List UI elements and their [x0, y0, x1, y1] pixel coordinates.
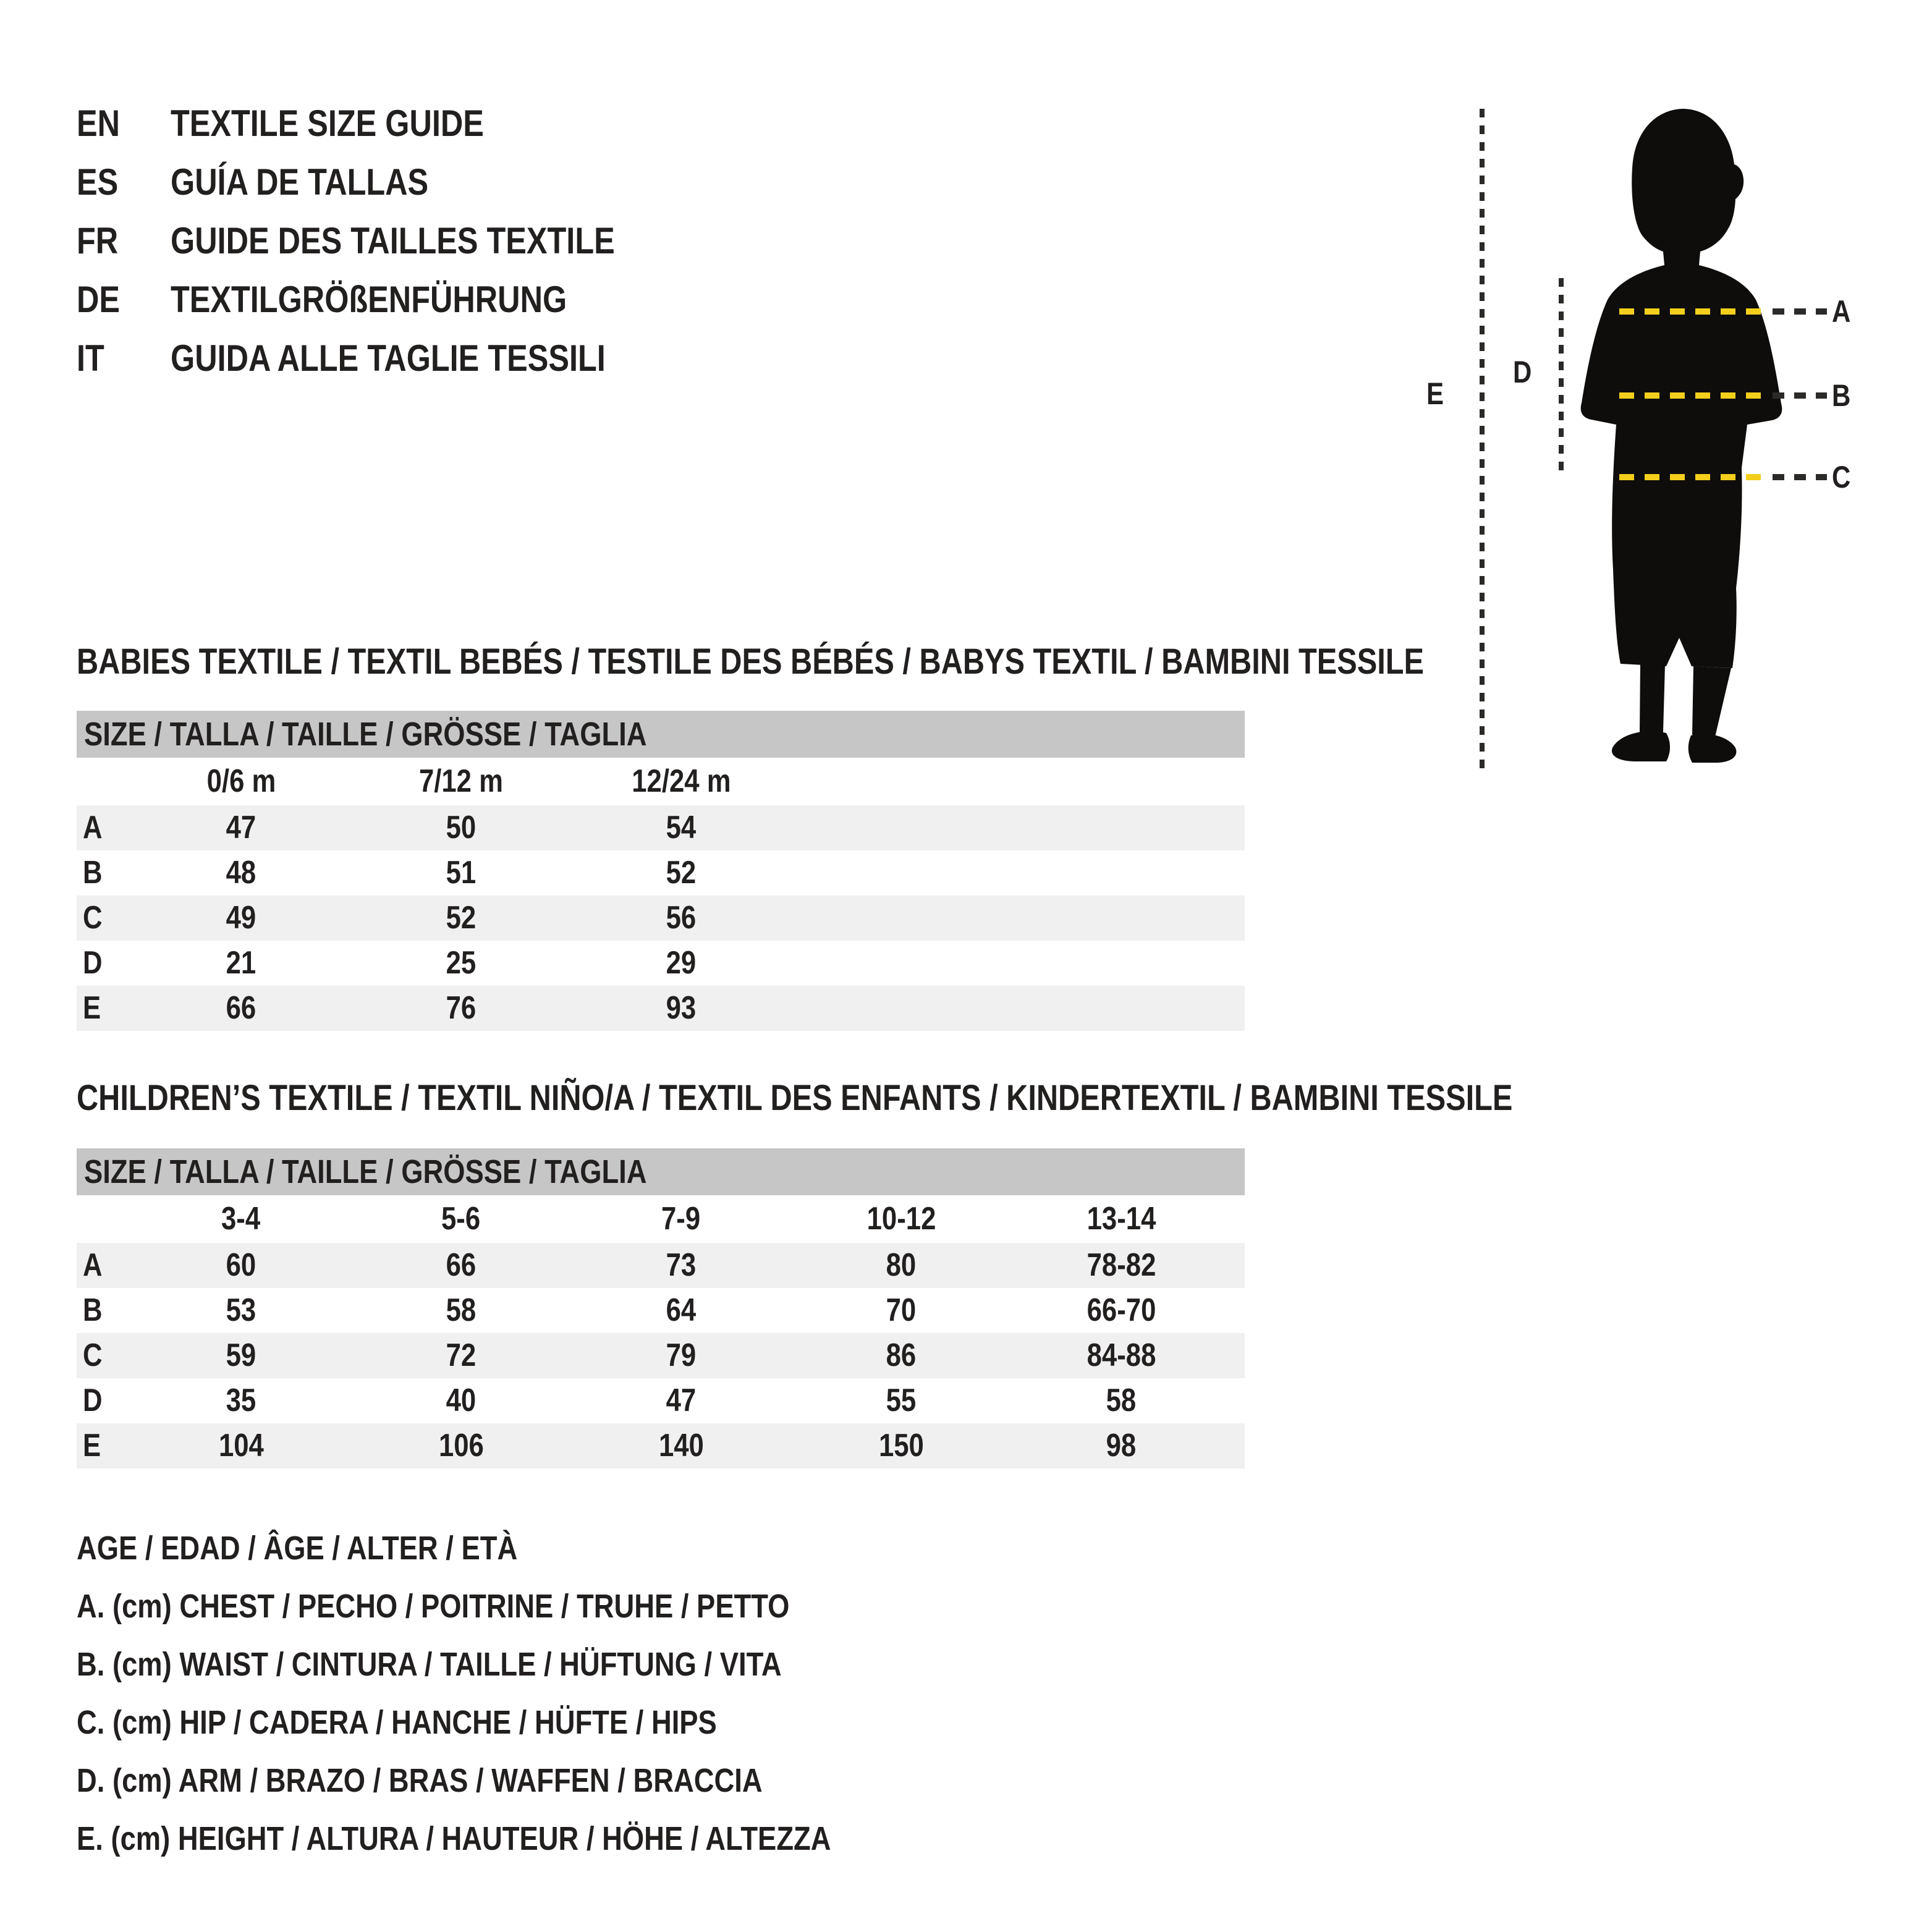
babies-column-header-row	[77, 758, 1245, 805]
table-cell	[131, 1288, 351, 1333]
babies-column-header	[351, 758, 571, 805]
row-label-text: B	[83, 855, 103, 891]
table-row-waist	[77, 1288, 1245, 1333]
row-label	[77, 850, 131, 896]
babies-size-header-bar	[77, 711, 1245, 758]
legend-height-text: E. (cm) HEIGHT / ALTURA / HAUTEUR / HÖHE / ALTEZZA	[77, 1820, 831, 1857]
language-code-text: EN	[77, 103, 121, 144]
figure-label-arm	[1513, 349, 1535, 395]
filler-cell	[791, 986, 1245, 1031]
language-row-de	[77, 270, 700, 329]
cell-text: 51	[446, 855, 477, 891]
language-code-text: IT	[77, 337, 104, 379]
children-section-title	[77, 1077, 1786, 1120]
legend-hip-text: C. (cm) HIP / CADERA / HANCHE / HÜFTE / HIPS	[77, 1704, 717, 1741]
cell-text: 78-82	[1087, 1247, 1156, 1283]
language-row-fr	[77, 211, 700, 270]
legend-age-text: AGE / EDAD / ÂGE / ALTER / ETÀ	[77, 1530, 518, 1567]
figure-label-arm-text: D	[1513, 355, 1532, 389]
cell-text: 66	[446, 1247, 477, 1283]
cell-text: 58	[1106, 1383, 1137, 1418]
legend-waist-text: B. (cm) WAIST / CINTURA / TAILLE / HÜFTUNG / VITA	[77, 1646, 782, 1683]
table-cell	[351, 896, 571, 941]
row-label	[77, 1333, 131, 1378]
table-cell	[1011, 1243, 1231, 1288]
legend-chest-text: A. (cm) CHEST / PECHO / POITRINE / TRUHE / PETTO	[77, 1588, 790, 1625]
children-column-header	[351, 1195, 571, 1243]
language-row-it	[77, 329, 700, 388]
filler-cell	[1231, 1288, 1245, 1333]
table-cell	[791, 1243, 1011, 1288]
filler-cell	[1231, 1195, 1245, 1243]
table-cell	[351, 1288, 571, 1333]
arm-measure-line	[1559, 278, 1564, 477]
filler-cell	[1231, 1333, 1245, 1378]
chest-measure-line-yellow	[1619, 308, 1766, 315]
table-cell	[571, 941, 791, 986]
row-label	[77, 986, 131, 1031]
babies-size-header-text: SIZE / TALLA / TAILLE / GRÖSSE / TAGLIA	[84, 716, 647, 753]
waist-measure-line-yellow	[1619, 392, 1766, 399]
row-label	[77, 1378, 131, 1423]
cell-text: 40	[446, 1383, 477, 1418]
cell-text: 64	[666, 1292, 697, 1328]
row-label-text: D	[83, 1383, 103, 1418]
table-row-hip	[77, 1333, 1245, 1378]
table-row-chest	[77, 805, 1245, 850]
row-label	[77, 1243, 131, 1288]
babies-section-title-text: BABIES TEXTILE / TEXTIL BEBÉS / TESTILE DES BÉBÉS / BABYS TEXTIL / BAMBINI TESSILE	[77, 642, 1425, 682]
table-row-height	[77, 986, 1245, 1031]
cell-text: 106	[438, 1428, 484, 1464]
table-cell	[131, 1243, 351, 1288]
cell-text: 72	[446, 1337, 477, 1373]
children-section-title-text: CHILDREN’S TEXTILE / TEXTIL NIÑO/A / TEXTIL DES ENFANTS / KINDERTEXTIL / BAMBINI TESSILE	[77, 1078, 1513, 1118]
figure-label-chest-text: A	[1832, 294, 1851, 329]
table-cell	[571, 850, 791, 896]
table-cell	[131, 850, 351, 896]
table-cell	[131, 896, 351, 941]
language-code-text: ES	[77, 161, 119, 203]
legend-height	[77, 1810, 975, 1868]
filler-cell	[791, 758, 1245, 805]
corner-cell	[77, 1195, 131, 1243]
cell-text: 70	[886, 1292, 917, 1328]
figure-label-chest	[1832, 289, 1854, 334]
children-column-header-row	[77, 1195, 1245, 1243]
table-cell	[1011, 1423, 1231, 1468]
column-header-text: 0/6 m	[206, 763, 276, 799]
children-size-header-text: SIZE / TALLA / TAILLE / GRÖSSE / TAGLIA	[84, 1153, 647, 1190]
table-cell	[351, 805, 571, 850]
row-label-text: B	[83, 1292, 103, 1328]
measurement-legend	[77, 1519, 975, 1868]
filler-cell	[791, 941, 1245, 986]
legend-waist	[77, 1635, 975, 1693]
figure-label-height-text: E	[1426, 376, 1444, 411]
figure-label-hip	[1832, 454, 1854, 500]
children-column-header	[791, 1195, 1011, 1243]
column-header-text: 7/12 m	[418, 763, 503, 799]
table-row-height	[77, 1423, 1245, 1468]
table-cell	[131, 1378, 351, 1423]
table-cell	[131, 1423, 351, 1468]
guide-title-de: TEXTILGRÖßENFÜHRUNG	[171, 279, 567, 320]
children-size-table	[77, 1148, 1245, 1468]
filler-cell	[1231, 1243, 1245, 1288]
table-row-arm	[77, 941, 1245, 986]
cell-text: 93	[666, 990, 697, 1026]
waist-measure-line-dark	[1773, 392, 1827, 399]
filler-cell	[1231, 1378, 1245, 1423]
table-cell	[131, 986, 351, 1031]
figure-label-waist	[1832, 373, 1854, 418]
row-label-text: A	[83, 810, 103, 845]
row-label	[77, 941, 131, 986]
table-cell	[571, 1333, 791, 1378]
table-cell	[791, 1288, 1011, 1333]
table-cell	[791, 1378, 1011, 1423]
table-cell	[571, 1243, 791, 1288]
cell-text: 80	[886, 1247, 917, 1283]
row-label	[77, 1423, 131, 1468]
cell-text: 55	[886, 1383, 917, 1418]
table-cell	[571, 896, 791, 941]
silhouette-left-shoe	[1612, 731, 1670, 761]
language-title-list	[77, 94, 700, 388]
children-column-header	[131, 1195, 351, 1243]
cell-text: 21	[226, 945, 256, 981]
cell-text: 98	[1106, 1428, 1137, 1464]
cell-text: 86	[886, 1337, 917, 1373]
cell-text: 49	[226, 900, 256, 936]
silhouette-right-leg	[1692, 666, 1731, 738]
language-code	[77, 102, 171, 145]
babies-column-header	[571, 758, 791, 805]
cell-text: 66-70	[1087, 1292, 1156, 1328]
corner-cell	[77, 758, 131, 805]
cell-text: 25	[446, 945, 477, 981]
cell-text: 76	[446, 990, 477, 1026]
legend-arm-text: D. (cm) ARM / BRAZO / BRAS / WAFFEN / BRACCIA	[77, 1762, 763, 1799]
legend-chest	[77, 1577, 975, 1635]
row-label-text: E	[83, 990, 101, 1026]
filler-cell	[791, 896, 1245, 941]
table-cell	[1011, 1333, 1231, 1378]
cell-text: 54	[666, 810, 697, 845]
table-cell	[351, 941, 571, 986]
table-cell	[351, 1333, 571, 1378]
row-label-text: A	[83, 1247, 103, 1283]
table-cell	[791, 1423, 1011, 1468]
column-header-text: 12/24 m	[631, 763, 731, 799]
table-cell	[131, 941, 351, 986]
column-header-text: 3-4	[221, 1201, 261, 1237]
cell-text: 50	[446, 810, 477, 845]
table-cell	[571, 1378, 791, 1423]
table-row-chest	[77, 1243, 1245, 1288]
cell-text: 58	[446, 1292, 477, 1328]
table-cell	[791, 1333, 1011, 1378]
cell-text: 60	[226, 1247, 256, 1283]
row-label-text: D	[83, 945, 103, 981]
figure-label-height	[1426, 371, 1447, 417]
table-cell	[571, 1423, 791, 1468]
babies-column-header	[131, 758, 351, 805]
cell-text: 53	[226, 1292, 256, 1328]
legend-arm	[77, 1752, 975, 1810]
cell-text: 35	[226, 1383, 256, 1418]
cell-text: 73	[666, 1247, 697, 1283]
row-label-text: C	[83, 1337, 103, 1373]
language-row-en	[77, 94, 700, 153]
language-code-text: FR	[77, 220, 119, 261]
guide-title-en: TEXTILE SIZE GUIDE	[171, 103, 484, 144]
cell-text: 47	[226, 810, 256, 845]
cell-text: 140	[658, 1428, 704, 1464]
language-code	[77, 337, 171, 379]
language-row-es	[77, 153, 700, 211]
cell-text: 56	[666, 900, 697, 936]
hip-measure-line-dark	[1773, 474, 1827, 480]
column-header-text: 7-9	[661, 1201, 701, 1237]
filler-cell	[791, 850, 1245, 896]
guide-title-fr: GUIDE DES TAILLES TEXTILE	[171, 220, 615, 261]
babies-size-table	[77, 711, 1245, 1031]
cell-text: 29	[666, 945, 697, 981]
filler-cell	[791, 805, 1245, 850]
table-cell	[571, 1288, 791, 1333]
guide-title-it: GUIDA ALLE TAGLIE TESSILI	[171, 337, 606, 379]
table-cell	[351, 1378, 571, 1423]
table-cell	[1011, 1288, 1231, 1333]
babies-section-title	[77, 640, 1680, 684]
table-cell	[131, 1333, 351, 1378]
children-column-header	[1011, 1195, 1231, 1243]
legend-age	[77, 1519, 975, 1577]
row-label	[77, 805, 131, 850]
language-code	[77, 161, 171, 203]
table-cell	[571, 805, 791, 850]
table-cell	[1011, 1378, 1231, 1423]
silhouette-right-shoe	[1688, 734, 1737, 763]
cell-text: 52	[446, 900, 477, 936]
table-row-hip	[77, 896, 1245, 941]
cell-text: 79	[666, 1337, 697, 1373]
cell-text: 104	[218, 1428, 264, 1464]
legend-hip	[77, 1693, 975, 1752]
language-code-text: DE	[77, 279, 121, 320]
table-cell	[571, 986, 791, 1031]
cell-text: 52	[666, 855, 697, 891]
cell-text: 150	[878, 1428, 924, 1464]
silhouette-body	[1581, 109, 1782, 668]
row-label-text: E	[83, 1428, 101, 1464]
column-header-text: 5-6	[441, 1201, 481, 1237]
figure-label-waist-text: B	[1832, 378, 1851, 413]
children-column-header	[571, 1195, 791, 1243]
column-header-text: 10-12	[866, 1201, 936, 1237]
cell-text: 47	[666, 1383, 697, 1418]
cell-text: 66	[226, 990, 256, 1026]
figure-label-hip-text: C	[1832, 460, 1851, 494]
row-label	[77, 1288, 131, 1333]
hip-measure-line-yellow	[1619, 474, 1766, 480]
filler-cell	[1231, 1423, 1245, 1468]
cell-text: 84-88	[1087, 1337, 1156, 1373]
language-code	[77, 278, 171, 321]
row-label	[77, 896, 131, 941]
column-header-text: 13-14	[1087, 1201, 1156, 1237]
table-row-waist	[77, 850, 1245, 896]
cell-text: 59	[226, 1337, 256, 1373]
row-label-text: C	[83, 900, 103, 936]
table-cell	[351, 1243, 571, 1288]
language-code	[77, 219, 171, 262]
children-size-header-bar	[77, 1148, 1245, 1195]
guide-title-es: GUÍA DE TALLAS	[171, 161, 429, 203]
cell-text: 48	[226, 855, 256, 891]
table-cell	[351, 850, 571, 896]
table-cell	[351, 1423, 571, 1468]
table-row-arm	[77, 1378, 1245, 1423]
table-cell	[351, 986, 571, 1031]
table-cell	[131, 805, 351, 850]
chest-measure-line-dark	[1773, 308, 1827, 315]
